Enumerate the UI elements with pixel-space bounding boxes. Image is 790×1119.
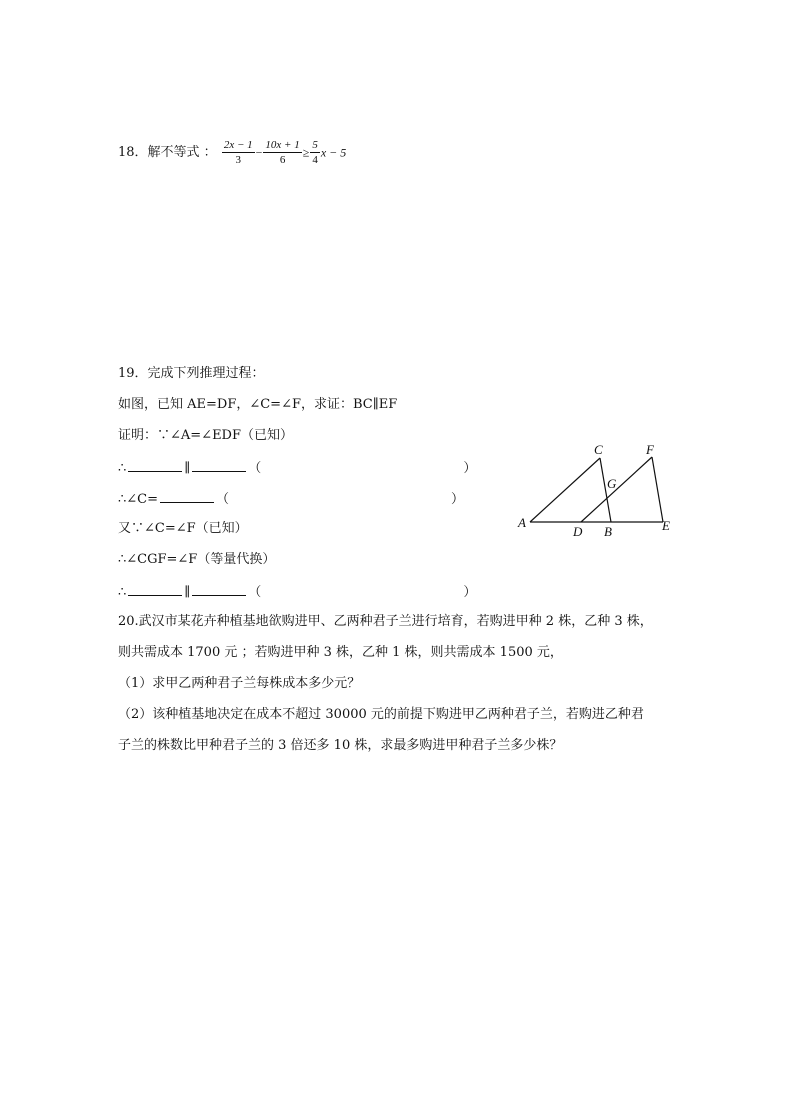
q20-sub2-line1: （2）该种植基地决定在成本不超过 30000 元的前提下购进甲乙两种君子兰，若购进乙种君 bbox=[118, 707, 644, 722]
geometry-figure bbox=[510, 440, 690, 545]
q19-step1-paren-open: （ bbox=[248, 461, 262, 476]
q19-proof-start: 证明：∵∠A=∠EDF（已知） bbox=[118, 428, 293, 443]
q18-f1-denominator: 3 bbox=[235, 154, 241, 166]
q18-label: 18．解不等式 ： bbox=[118, 145, 217, 160]
q18-tail: x − 5 bbox=[320, 145, 347, 160]
q19-step3: 又∵∠C=∠F（已知） bbox=[118, 521, 248, 536]
q18-fraction-3 bbox=[310, 139, 320, 166]
q19-step1-parallel: ∥ bbox=[184, 461, 191, 476]
q18-fraction-1 bbox=[222, 139, 255, 166]
q19-step5-parallel: ∥ bbox=[184, 585, 191, 600]
q19-step2-paren-open: （ bbox=[216, 492, 230, 507]
label-F: F bbox=[646, 442, 654, 457]
q19-step1-blank-2[interactable] bbox=[192, 459, 246, 472]
q18-minus: − bbox=[255, 145, 263, 160]
q18-f2-numerator: 10x + 1 bbox=[265, 139, 300, 151]
q19-step2-blank[interactable] bbox=[160, 490, 214, 503]
q18-f3-denominator: 4 bbox=[312, 154, 318, 166]
segment-AC bbox=[530, 458, 600, 522]
q19-step5-blank-2[interactable] bbox=[192, 583, 246, 596]
q19-step1-blank-1[interactable] bbox=[128, 459, 182, 472]
q19-step5-paren-close: ） bbox=[463, 585, 477, 600]
q19-step5 bbox=[118, 583, 476, 601]
q19-given: 如图，已知 AE=DF，∠C=∠F，求证：BC∥EF bbox=[118, 397, 398, 412]
q19-step5-blank-1[interactable] bbox=[128, 583, 182, 596]
q19-title: 19．完成下列推理过程： bbox=[118, 366, 265, 381]
q20-sub2-line2: 子兰的株数比甲种君子兰的 3 倍还多 10 株，求最多购进甲种君子兰多少株？ bbox=[118, 738, 563, 753]
q18-f2-denominator: 6 bbox=[279, 154, 286, 166]
q19-step5-therefore: ∴ bbox=[118, 585, 127, 600]
q18-line bbox=[118, 139, 346, 166]
segment-FE bbox=[652, 457, 663, 522]
q18-f1-numerator: 2x − 1 bbox=[223, 139, 253, 151]
q19-step2-paren-close: ） bbox=[451, 492, 465, 507]
label-D: D bbox=[573, 524, 583, 539]
q19-step2 bbox=[118, 490, 464, 508]
q20-line2: 则共需成本 1700 元 ；若购进甲种 3 株，乙种 1 株，则共需成本 1500 元， bbox=[118, 645, 563, 660]
label-B: B bbox=[604, 524, 612, 539]
q18-f3-numerator: 5 bbox=[312, 139, 318, 151]
label-A: A bbox=[518, 515, 526, 530]
q18-geq: ≥ bbox=[302, 145, 310, 160]
label-E: E bbox=[662, 518, 670, 533]
segment-DF bbox=[581, 457, 652, 522]
q20-line1: 20.武汉市某花卉种植基地欲购进甲、乙两种君子兰进行培育，若购进甲种 2 株，乙种 3 株， bbox=[118, 614, 653, 629]
label-G: G bbox=[607, 476, 617, 491]
q19-step4: ∴∠CGF=∠F（等量代换） bbox=[118, 552, 276, 567]
q20-sub1: （1）求甲乙两种君子兰每株成本多少元？ bbox=[118, 676, 361, 691]
q19-step1-therefore: ∴ bbox=[118, 461, 127, 476]
q19-step1 bbox=[118, 459, 476, 477]
label-C: C bbox=[594, 442, 603, 457]
q19-step2-pre: ∴∠C= bbox=[118, 492, 159, 507]
q18-fraction-2 bbox=[263, 139, 301, 166]
q19-step1-paren-close: ） bbox=[463, 461, 477, 476]
q19-step5-paren-open: （ bbox=[248, 585, 262, 600]
